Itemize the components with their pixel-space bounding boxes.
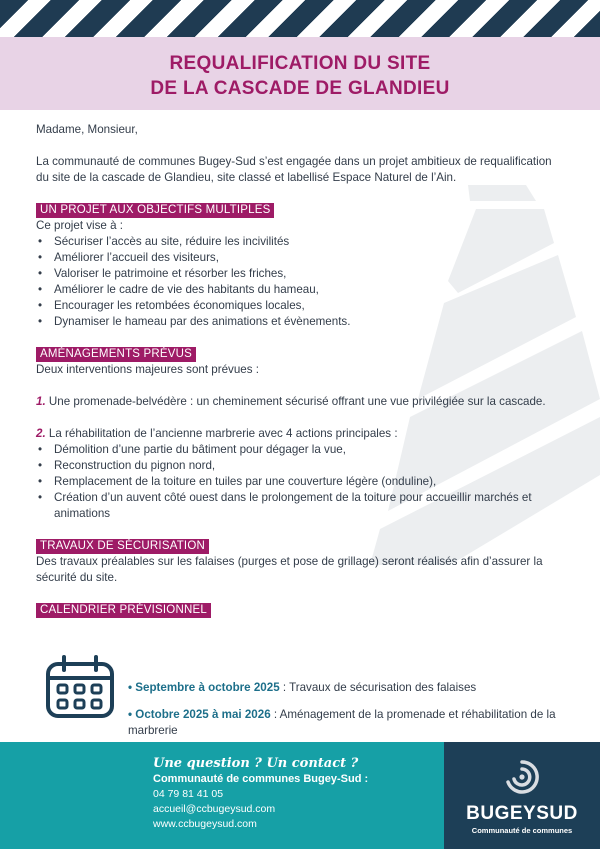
calendar-entry — [128, 707, 568, 739]
list-item: • Encourager les retombées économiques locales, — [36, 298, 566, 314]
calendar-bullet: • — [128, 680, 133, 694]
calendar-period: Octobre 2025 à mai 2026 — [135, 708, 271, 722]
point-1-text: Une promenade-belvédère : un cheminement sécurisé offrant une vue privilégiée sur la cascade. — [45, 395, 546, 408]
list-item: • Démolition d’une partie du bâtiment pour dégager la vue, — [36, 442, 566, 458]
title-band — [0, 37, 600, 110]
calendar-section — [44, 652, 574, 738]
list-item: • Améliorer le cadre de vie des habitants du hameau, — [36, 282, 566, 298]
list-item: • Création d’un auvent côté ouest dans le prolongement de la toiture pour accueillir marchés et animations — [36, 490, 566, 522]
section-heading-amenagements: AMÉNAGEMENTS PRÉVUS — [36, 347, 196, 362]
title-line-2: DE LA CASCADE DE GLANDIEU — [150, 78, 450, 99]
objectives-list — [36, 234, 566, 330]
footer — [0, 742, 600, 849]
section-heading-calendrier: CALENDRIER PRÉVISIONNEL — [36, 603, 211, 618]
logo-subtitle: Communauté de communes — [471, 826, 573, 835]
marbrerie-actions-list — [36, 442, 566, 522]
footer-question: Une question ? Un contact ? — [153, 756, 359, 771]
point-2-number: 2. — [36, 427, 46, 440]
title-line-1: REQUALIFICATION DU SITE — [169, 53, 431, 74]
section-heading-securisation: TRAVAUX DE SÉCURISATION — [36, 539, 209, 554]
calendar-entry — [128, 680, 568, 696]
calendar-desc: : Travaux de sécurisation des falaises — [279, 680, 477, 694]
page-title — [0, 37, 600, 101]
footer-phone[interactable]: 04 79 81 41 05 — [153, 788, 224, 800]
footer-website-link[interactable]: www.ccbugeysud.com — [153, 818, 257, 830]
document-body — [36, 122, 566, 618]
greeting: Madame, Monsieur, — [36, 123, 138, 136]
footer-contact-panel — [0, 742, 444, 849]
list-item: • Sécuriser l’accès au site, réduire les incivilités — [36, 234, 566, 250]
list-item: • Valoriser le patrimoine et résorber les friches, — [36, 266, 566, 282]
point-1-number: 1. — [36, 395, 46, 408]
calendar-desc: : Aménagement de la promenade et réhabilitation de la marbrerie — [128, 708, 556, 738]
section-heading-objectives: UN PROJET AUX OBJECTIFS MULTIPLES — [36, 203, 274, 218]
footer-email-link[interactable]: accueil@ccbugeysud.com — [153, 803, 276, 815]
list-item: • Dynamiser le hameau par des animations et évènements. — [36, 314, 566, 330]
footer-logo-panel — [444, 742, 600, 849]
point-2-text: La réhabilitation de l’ancienne marbrerie avec 4 actions principales : — [45, 427, 398, 440]
objectives-lead: Ce projet vise à : — [36, 219, 123, 232]
intro-paragraph: La communauté de communes Bugey-Sud s’est engagée dans un projet ambitieux de requalification du site de la cascade de Glandieu, site classé et labellisé Espace Naturel de l’Ain. — [36, 155, 552, 184]
calendar-period: Septembre à octobre 2025 — [135, 680, 280, 694]
securisation-text: Des travaux préalables sur les falaises (purges et pose de grillage) seront réalisés afin d’assurer la sécurité du site. — [36, 555, 543, 584]
swirl-logo-icon — [503, 758, 541, 796]
top-hazard-stripes — [0, 0, 600, 37]
list-item: • Améliorer l’accueil des visiteurs, — [36, 250, 566, 266]
calendar-bullet: • — [128, 708, 133, 722]
calendar-icon — [44, 654, 116, 720]
bugeysud-logo — [444, 758, 600, 835]
list-item: • Reconstruction du pignon nord, — [36, 458, 566, 474]
footer-org: Communauté de communes Bugey-Sud : — [153, 773, 369, 785]
point-1 — [36, 394, 566, 410]
point-2 — [36, 426, 566, 442]
logo-name: BUGEYSUD — [466, 803, 578, 824]
calendar-entries — [128, 668, 568, 751]
amenagements-lead: Deux interventions majeures sont prévues : — [36, 363, 259, 376]
list-item: • Remplacement de la toiture en tuiles par une couverture légère (onduline), — [36, 474, 566, 490]
